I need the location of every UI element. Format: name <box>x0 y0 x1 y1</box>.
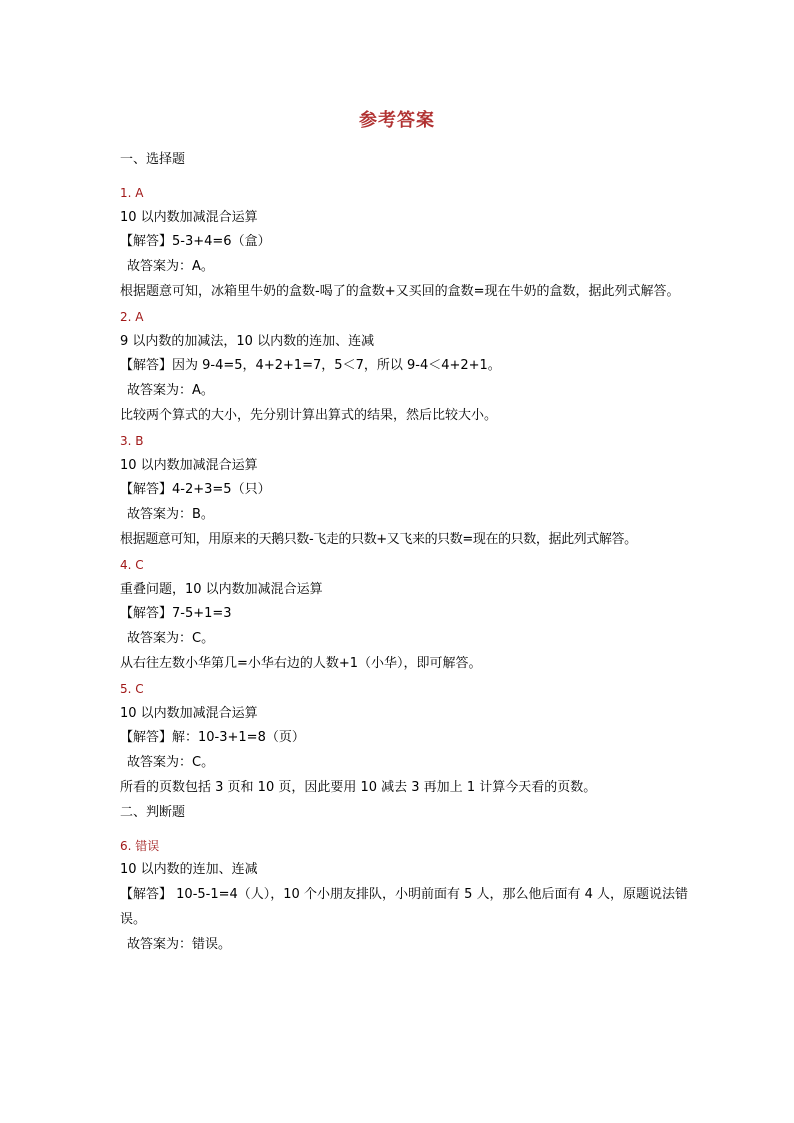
answer-tag: 【解答】 <box>120 482 173 498</box>
question-topic: 10 以内数加减混合运算 <box>120 457 258 473</box>
answer-line <box>120 478 690 503</box>
answer-line <box>120 602 690 627</box>
question-topic: 9 以内数的加减法，10 以内数的连加、连减 <box>120 333 375 349</box>
answer-text: 因为 9-4=5，4+2+1=7，5＜7，所以 9-4＜4+2+1。 <box>172 358 501 374</box>
answer-line <box>120 726 690 751</box>
answer-line <box>120 883 690 933</box>
answer-content <box>120 148 690 958</box>
answer-tag: 【解答】 <box>120 358 173 374</box>
answer-conclusion: 故答案为：C。 <box>127 631 215 647</box>
answer-line <box>120 230 690 255</box>
answer-conclusion: 故答案为：错误。 <box>127 936 232 952</box>
question-number: 3. B <box>120 433 144 448</box>
answer-tag: 【解答】 <box>120 887 173 903</box>
answer-line <box>120 354 690 379</box>
answer-text: 7-5+1=3 <box>172 606 232 622</box>
answer-analysis: 根据题意可知，冰箱里牛奶的盒数-喝了的盒数+又买回的盒数=现在牛奶的盒数，据此列式解答。 <box>120 283 680 299</box>
answer-conclusion: 故答案为：B。 <box>127 507 214 523</box>
question-topic: 重叠问题，10 以内数加减混合运算 <box>120 581 323 597</box>
answer-text: 解：10-3+1=8（页） <box>172 730 305 746</box>
answer-analysis: 从右往左数小华第几=小华右边的人数+1（小华），即可解答。 <box>120 655 482 671</box>
page-title: 参考答案 <box>359 110 435 131</box>
section-heading: 二、判断题 <box>120 804 186 820</box>
question-number: 1. A <box>120 185 144 200</box>
answer-conclusion: 故答案为：A。 <box>127 383 214 399</box>
question-number: 4. C <box>120 557 144 572</box>
question-topic: 10 以内数加减混合运算 <box>120 705 258 721</box>
question-topic: 10 以内数的连加、连减 <box>120 862 258 878</box>
answer-analysis: 比较两个算式的大小，先分别计算出算式的结果，然后比较大小。 <box>120 407 498 423</box>
answer-tag: 【解答】 <box>120 234 173 250</box>
answer-conclusion: 故答案为：C。 <box>127 755 215 771</box>
answer-text: 5-3+4=6（盒） <box>172 234 271 250</box>
question-number: 6. 错误 <box>120 838 160 853</box>
answer-analysis: 根据题意可知，用原来的天鹅只数-飞走的只数+又飞来的只数=现在的只数，据此列式解答。 <box>120 531 637 547</box>
answer-tag: 【解答】 <box>120 606 173 622</box>
section-heading: 一、选择题 <box>120 152 186 167</box>
answer-text: 10-5-1=4（人），10 个小朋友排队，小明前面有 5 人，那么他后面有 4 人，原题说法错误。 <box>120 887 689 927</box>
question-number: 5. C <box>120 681 144 696</box>
question-topic: 10 以内数加减混合运算 <box>120 209 258 225</box>
answer-tag: 【解答】 <box>120 730 173 746</box>
answer-conclusion: 故答案为：A。 <box>127 259 214 275</box>
question-number: 2. A <box>120 309 144 324</box>
answer-analysis: 所看的页数包括 3 页和 10 页，因此要用 10 减去 3 再加上 1 计算今天看的页数。 <box>120 779 597 795</box>
answer-text: 4-2+3=5（只） <box>172 482 271 498</box>
